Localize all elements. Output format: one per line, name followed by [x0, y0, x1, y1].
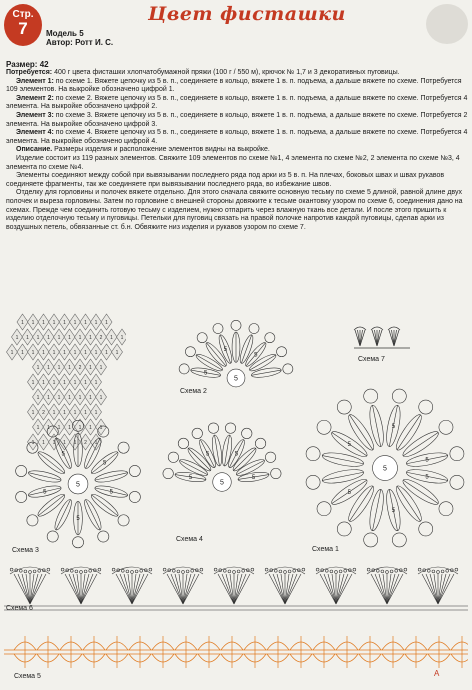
schema2-label: Схема 2 — [180, 388, 207, 395]
schema2-diagram — [176, 318, 296, 398]
page-badge — [4, 4, 42, 46]
schema4-label: Схема 4 — [176, 536, 203, 543]
garment-element-number: 1 — [52, 440, 56, 446]
element4-paragraph — [6, 129, 468, 146]
schema1-label: Схема 1 — [312, 546, 339, 553]
materials-paragraph — [6, 69, 468, 78]
round-number: 5 — [347, 442, 352, 449]
garment-element-number: 1 — [94, 380, 98, 386]
garment-element-number: 1 — [78, 425, 82, 431]
element2-paragraph — [6, 95, 468, 112]
garment-element-number: 1 — [36, 335, 40, 341]
garment-element-number: 1 — [99, 365, 103, 371]
garment-element-number: 1 — [89, 425, 92, 431]
garment-element-number: 1 — [47, 425, 50, 431]
garment-element-number: 1 — [84, 320, 87, 326]
garment-element-number: 1 — [47, 365, 50, 371]
garment-element-number: 1 — [63, 380, 66, 386]
garment-element-number: 1 — [73, 440, 77, 446]
round-number: 5 — [188, 475, 193, 482]
garment-element-number: 1 — [31, 350, 35, 356]
element2-label: Элемент 2: — [16, 94, 54, 102]
model-number: Модель 5 — [46, 29, 84, 38]
schema5-diagram — [4, 620, 468, 684]
round-number: 5 — [76, 516, 80, 523]
garment-element-number: 1 — [99, 395, 103, 401]
element4-label: Элемент 4: — [16, 129, 54, 137]
garment-element-number: 1 — [73, 350, 77, 356]
garment-element-number: 1 — [31, 320, 35, 326]
garment-element-number: 1 — [21, 320, 24, 326]
element4-text: по схеме 4. Вяжете цепочку из 5 в. п., соединяете в кольцо, вяжете 1 в. п. подъема, а дальше вяжете по схеме. Потребуется 4 элемента. На выкройке обозначено цифрой 4. — [6, 129, 468, 145]
garment-element-number: 1 — [84, 410, 87, 416]
garment-element-number: 1 — [36, 425, 40, 431]
assembly-paragraph: Изделие состоит из 119 разных элементов. Свяжите 109 элементов по схеме №1, 4 элемента по схеме №2, 2 элемента по схеме №3, 4 элемента по схеме №4. — [6, 154, 460, 171]
center-number: 5 — [234, 375, 238, 383]
round-number: 5 — [234, 451, 239, 458]
garment-element-number: 1 — [42, 320, 45, 326]
round-number: 5 — [102, 460, 107, 467]
round-number: 5 — [347, 489, 352, 496]
garment-element-number: 1 — [63, 350, 66, 356]
finishing-paragraph: Отделку для горловины и полочек вяжете отдельно. Для этого сначала свяжите основную тесьму по схеме 5 длиной, равной длине двух полочек и выреза горловины. Затем по горловине с внешней стороны довяжите к тесьме окантовку узором по схеме 6, соединения дано на схемах. Прежде чем соединить готовую тесьму с изделием, нужно отпарить через влажную ткань все детали. И после этого пришить к изделию отделочную тесьму и пуговицы. Петельки для пуговиц связать на правой полочке напротив каждой пуговицы, сделав арки из воздушных петель, обвязанные ст. б.н. Обвяжите низ изделия и рукавов узором по схеме 7. — [6, 189, 463, 231]
garment-element-number: 1 — [94, 440, 98, 446]
garment-element-number: 1 — [120, 335, 124, 341]
garment-element-number: 1 — [73, 380, 77, 386]
garment-element-number: 1 — [78, 335, 82, 341]
schema4-diagram — [162, 420, 288, 540]
garment-element-number: 1 — [31, 380, 35, 386]
garment-element-number: 1 — [31, 410, 35, 416]
article-body — [6, 69, 468, 232]
materials-text: 400 г цвета фисташки хлопчатобумажной пряжи (100 г / 550 м), крючок № 1,7 и 3 декоративных пуговицы. — [52, 69, 400, 76]
garment-element-number: 1 — [57, 425, 61, 431]
garment-element-number: 1 — [63, 440, 66, 446]
round-number: 5 — [109, 489, 113, 496]
garment-element-number: 1 — [63, 320, 66, 326]
element1-label: Элемент 1: — [16, 77, 54, 85]
garment-element-number: 1 — [57, 335, 61, 341]
background-badge-bleed — [426, 4, 468, 44]
round-number: 5 — [391, 508, 396, 515]
materials-label: Потребуется: — [6, 69, 53, 76]
garment-element-number: 1 — [89, 395, 92, 401]
garment-element-number: 1 — [26, 335, 29, 341]
garment-element-number: 1 — [78, 395, 82, 401]
description-paragraph — [6, 146, 468, 155]
garment-element-number: 1 — [68, 335, 71, 341]
garment-element-number: 1 — [52, 410, 56, 416]
garment-element-number: 1 — [52, 380, 56, 386]
garment-element-number: 1 — [89, 365, 92, 371]
round-number: 5 — [43, 489, 47, 496]
garment-element-number: 2 — [78, 365, 82, 371]
schema7-diagram — [352, 322, 412, 352]
element1-text: по схеме 1. Вяжете цепочку из 5 в. п., соединяете в кольцо, вяжете 1 в. п. подъема, а дальше вяжете по схеме. Потребуется 109 элементов. На выкройке обозначено цифрой 1. — [6, 77, 462, 94]
garment-element-number: 1 — [94, 350, 98, 356]
garment-element-number: 1 — [42, 350, 45, 356]
garment-element-number: 1 — [21, 350, 24, 356]
garment-element-number: 2 — [84, 440, 87, 446]
joining-paragraph: Элементы соединяют между собой при вывязывании последнего ряда под арки из 5 в. п. На плечах, боковых швах и швах рукавов соединяете фрагменты, так же соединяете при вывязывании последнего ряда, во избежание швов. — [6, 172, 445, 188]
author: Автор: Ротт И. С. — [46, 38, 114, 47]
garment-element-number: 1 — [89, 335, 92, 341]
garment-element-number: 2 — [99, 335, 103, 341]
description-label: Описание. — [16, 146, 53, 154]
garment-element-number: 1 — [42, 440, 45, 446]
garment-element-number: 1 — [57, 395, 61, 401]
center-number: 5 — [220, 479, 224, 487]
round-number: 5 — [251, 475, 256, 482]
element3-paragraph — [6, 112, 468, 129]
garment-element-number: 1 — [84, 380, 87, 386]
garment-element-number: 1 — [105, 320, 108, 326]
element3-label: Элемент 3: — [16, 111, 54, 119]
round-number: 5 — [223, 347, 228, 354]
schema6-diagram — [4, 560, 468, 616]
garment-element-number: 1 — [68, 395, 71, 401]
garment-element-number: 1 — [57, 365, 61, 371]
start-marker: A — [434, 669, 440, 678]
badge-prefix: Стр. — [12, 9, 34, 20]
badge-number: 7 — [18, 19, 28, 38]
round-number: 5 — [61, 451, 65, 458]
page-title: Цвет фисташки — [148, 3, 346, 25]
description-text: Размеры изделия и расположение элементов видны на выкройке. — [52, 146, 270, 154]
garment-element-number: 1 — [68, 365, 71, 371]
garment-element-number: 1 — [31, 440, 35, 446]
garment-element-number: 1 — [68, 425, 71, 431]
element2-text: по схеме 2. Вяжете цепочку из 5 в. п., соединяете в кольцо, вяжете 1 в. п. подъема, а дальше вяжете по схеме. Потребуется 4 элемента. На выкройке обозначено цифрой 2. — [6, 94, 468, 111]
garment-element-number: 1 — [94, 320, 98, 326]
garment-element-number: 1 — [47, 335, 50, 341]
round-number: 5 — [203, 370, 208, 377]
element3-text: по схеме 3. Вяжете цепочку из 5 в. п., соединяете в кольцо, вяжете 1 в. п. подъема, а дальше вяжете по схеме. Потребуется 2 элемента. На выкройке обозначено цифрой 3. — [6, 111, 468, 128]
garment-element-number: 1 — [115, 350, 119, 356]
schema3-diagram — [10, 420, 150, 550]
garment-element-number: 1 — [42, 380, 45, 386]
garment-element-number: 1 — [105, 350, 108, 356]
center-number: 5 — [383, 465, 387, 473]
round-number: 5 — [205, 451, 210, 458]
garment-element-number: 1 — [36, 365, 40, 371]
garment-element-number: 1 — [10, 350, 14, 356]
center-number: 5 — [76, 481, 80, 489]
schema3-label: Схема 3 — [12, 547, 39, 554]
schema5-label: Схема 5 — [14, 673, 41, 680]
garment-element-number: 1 — [110, 335, 113, 341]
schema1-diagram — [300, 388, 470, 548]
schema6-label: Схема 6 — [6, 605, 33, 612]
garment-element-number: 2 — [42, 410, 45, 416]
garment-element-number: 1 — [63, 410, 66, 416]
garment-element-number: 1 — [15, 335, 19, 341]
round-number: 5 — [425, 457, 429, 464]
garment-element-number: 1 — [99, 425, 103, 431]
garment-element-number: 1 — [36, 395, 40, 401]
garment-element-number: 1 — [94, 410, 98, 416]
garment-element-number: 1 — [84, 350, 87, 356]
round-number: 5 — [391, 423, 396, 430]
round-number: 5 — [425, 474, 429, 481]
garment-element-number: 1 — [52, 320, 56, 326]
garment-element-number: 1 — [52, 350, 56, 356]
garment-element-number: 1 — [73, 320, 77, 326]
size: Размер: 42 — [6, 60, 49, 69]
element1-paragraph — [6, 78, 468, 95]
garment-element-number: 1 — [73, 410, 77, 416]
schema7-label: Схема 7 — [358, 356, 385, 363]
garment-element-number: 1 — [47, 395, 50, 401]
round-number: 5 — [254, 352, 258, 359]
